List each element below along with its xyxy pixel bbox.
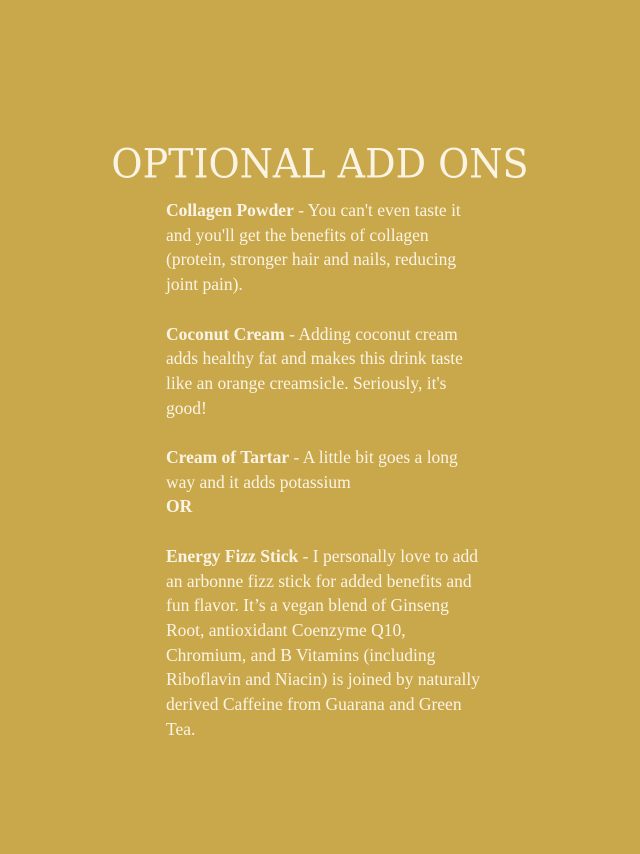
item-description: You can't even taste it and you'll get the benefits of collagen (protein, stronger hair and nails, reducing joint pain). bbox=[166, 200, 461, 295]
item-separator: - bbox=[284, 323, 299, 344]
item-name: Energy Fizz Stick bbox=[166, 545, 299, 566]
list-item-coconut-cream bbox=[166, 322, 481, 421]
item-separator: - bbox=[289, 447, 303, 467]
item-separator: - bbox=[293, 200, 308, 220]
item-description: A little bit goes a long way and it adds potassium bbox=[166, 447, 458, 492]
item-description: Adding coconut cream adds healthy fat and makes this drink taste like an orange creamsicle. Seriously, it's good! bbox=[166, 323, 463, 418]
page-title: OPTIONAL ADD ONS bbox=[111, 140, 529, 188]
item-description: I personally love to add an arbonne fizz stick for added benefits and fun flavor. It’s a vegan blend of Ginseng Root, antioxidant Coenzyme Q10, Chromium, and B Vitamins (including Riboflavin and Niacin) is joined by naturally derived Caffeine from Guarana and Green Tea. bbox=[166, 545, 480, 739]
item-name: Collagen Powder bbox=[166, 200, 294, 220]
list-item-collagen-powder bbox=[166, 198, 481, 297]
add-ons-list bbox=[166, 198, 481, 766]
item-name: Cream of Tartar bbox=[166, 447, 290, 467]
or-label: OR bbox=[166, 496, 193, 517]
list-item-energy-fizz-stick bbox=[166, 544, 481, 742]
item-separator: - bbox=[298, 545, 313, 566]
item-name: Coconut Cream bbox=[166, 323, 285, 344]
list-item-cream-of-tartar bbox=[166, 445, 481, 519]
